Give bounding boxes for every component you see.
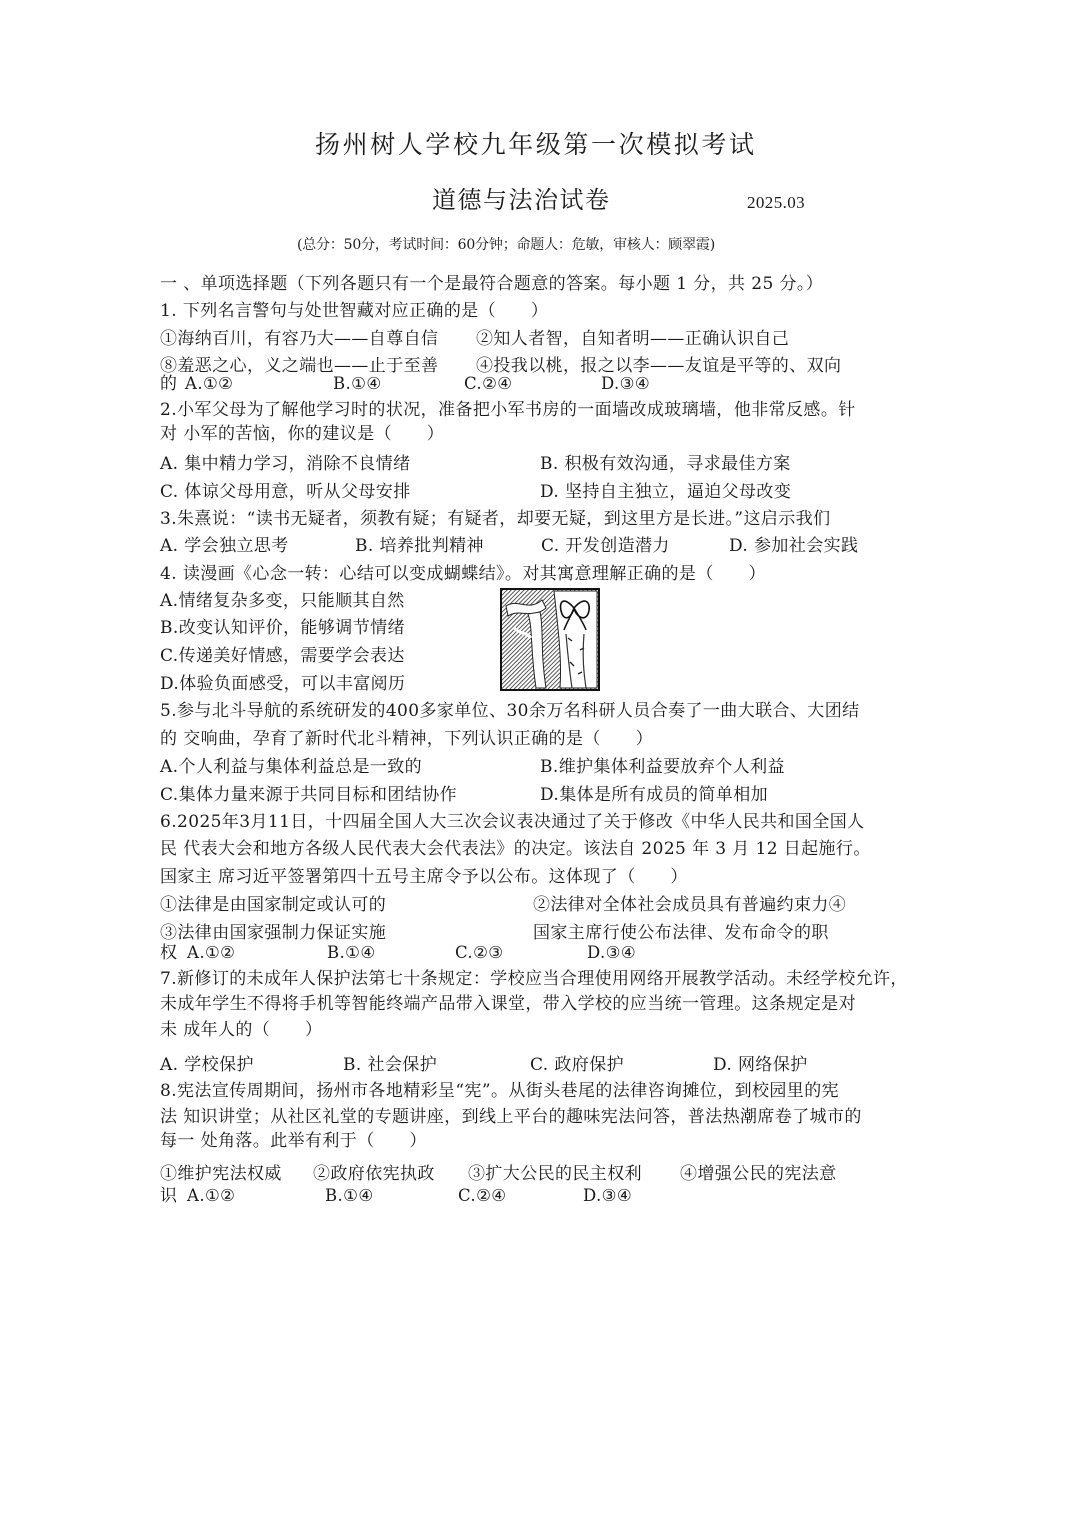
q8-stem-line-3: 每一 处角落。此举有利于（ ） (160, 1131, 427, 1151)
q6-statement-2: ②法律对全体社会成员具有普遍约束力④ (533, 895, 847, 915)
q6-statement-3: ③法律由国家强制力保证实施 (160, 923, 387, 943)
q6-statement-tail: 权 (160, 943, 178, 963)
exam-subtitle: 道德与法治试卷 (432, 186, 611, 214)
q6-option-a: A.①② (187, 943, 236, 962)
q8-option-c: C.②④ (458, 1186, 507, 1205)
q1-statement-tail: 的 (160, 374, 178, 394)
q6-option-d: D.③④ (587, 943, 637, 962)
q3-stem: 3.朱熹说：“读书无疑者，须教有疑；有疑者，却要无疑，到这里方是长进。”这启示我们 (160, 509, 831, 529)
q1-statement-4: ④投我以桃，报之以李——友谊是平等的、双向 (476, 356, 842, 376)
q5-stem-line-1: 5.参与北斗导航的系统研发的400多家单位、30余万名科研人员合奏了一曲大联合、大团结 (160, 701, 860, 721)
q5-stem-line-2: 的 交响曲，孕育了新时代北斗精神，下列认识正确的是（ ） (160, 729, 654, 749)
section-heading: 一 、单项选择题（下列各题只有一个是最符合题意的答案。每小题 1 分，共 25 分。） (160, 274, 824, 294)
q7-stem-line-1: 7.新修订的未成年人保护法第七十条规定：学校应当合理使用网络开展教学活动。未经学校允许， (160, 969, 908, 989)
q7-option-c: C. 政府保护 (530, 1055, 625, 1075)
q8-statement-4: ④增强公民的宪法意 (680, 1164, 837, 1184)
q8-statement-3: ③扩大公民的民主权利 (468, 1164, 642, 1184)
comic-drawing (500, 588, 600, 691)
q5-option-b: B.维护集体利益要放弃个人利益 (540, 757, 785, 777)
q7-stem-line-3: 未 成年人的（ ） (160, 1020, 323, 1040)
q1-option-b: B.①④ (333, 374, 382, 393)
q1-statement-2: ②知人者智，自知者明——正确认识自己 (476, 329, 790, 349)
q7-stem-line-2: 未成年学生不得将手机等智能终端产品带入课堂，带入学校的应当统一管理。这条规定是对 (160, 994, 856, 1014)
comic-image (500, 588, 600, 691)
q1-option-d: D.③④ (601, 374, 651, 393)
q3-option-a: A. 学会独立思考 (160, 536, 289, 556)
q2-option-c: C. 体谅父母用意，听从父母安排 (160, 482, 411, 502)
q6-option-c: C.②③ (455, 943, 504, 962)
q2-option-b: B. 积极有效沟通，寻求最佳方案 (540, 454, 791, 474)
q3-option-d: D. 参加社会实践 (729, 536, 859, 556)
q2-stem-line-1: 2.小军父母为了解他学习时的状况，准备把小军书房的一面墙改成玻璃墙，他非常反感。针 (160, 400, 856, 420)
q4-option-a: A.情绪复杂多变，只能顺其自然 (160, 591, 405, 611)
q1-option-c: C.②④ (464, 374, 513, 393)
q1-statement-1: ①海纳百川，有容乃大——自尊自信 (160, 329, 439, 349)
q8-statement-1: ①维护宪法权威 (160, 1164, 282, 1184)
comic-right-bow (554, 591, 597, 688)
q8-stem-line-1: 8.宪法宣传周期间，扬州市各地精彩呈“宪”。从街头巷尾的法律咨询摊位，到校园里的宪 (160, 1081, 839, 1101)
q6-option-b: B.①④ (327, 943, 376, 962)
q1-stem: 1. 下列名言警句与处世智藏对应正确的是（ ） (160, 301, 549, 321)
q8-stem-line-2: 法 知识讲堂；从社区礼堂的专题讲座，到线上平台的趣味宪法问答，普法热潮席卷了城市的 (160, 1107, 862, 1127)
q7-option-d: D. 网络保护 (713, 1055, 808, 1075)
q8-option-d: D.③④ (583, 1186, 633, 1205)
q8-option-b: B.①④ (325, 1186, 374, 1205)
q6-statement-4: 国家主席行使公布法律、发布命令的职 (533, 923, 829, 943)
q1-statement-3: ⑧羞恶之心，义之端也——止于至善 (160, 356, 439, 376)
q2-option-d: D. 坚持自主独立，逼迫父母改变 (540, 482, 792, 502)
q7-option-b: B. 社会保护 (343, 1055, 438, 1075)
q6-stem-line-1: 6.2025年3月11日，十四届全国人大三次会议表决通过了关于修改《中华人民共和国全国人 (160, 812, 865, 832)
q6-stem-line-3: 国家主 席习近平签署第四十五号主席令予以公布。这体现了（ ） (160, 867, 688, 887)
q4-option-b: B.改变认知评价，能够调节情绪 (160, 618, 405, 638)
q6-stem-line-2: 民 代表大会和地方各级人民代表大会代表法》的决定。该法自 2025 年 3 月 12 日起施行。 (160, 839, 871, 859)
q6-statement-1: ①法律是由国家制定或认可的 (160, 895, 387, 915)
q7-option-a: A. 学校保护 (160, 1055, 254, 1075)
q5-option-d: D.集体是所有成员的简单相加 (540, 785, 769, 805)
q5-option-c: C.集体力量来源于共同目标和团结协作 (160, 785, 458, 805)
exam-date: 2025.03 (747, 193, 806, 212)
q4-option-d: D.体验负面感受，可以丰富阅历 (160, 674, 406, 694)
q1-option-a: A.①② (185, 374, 234, 393)
q3-option-b: B. 培养批判精神 (355, 536, 484, 556)
q3-option-c: C. 开发创造潜力 (541, 536, 670, 556)
q8-statement-2: ②政府依宪执政 (313, 1164, 435, 1184)
q8-option-a: A.①② (187, 1186, 236, 1205)
exam-title: 扬州树人学校九年级第一次模拟考试 (315, 130, 757, 159)
q2-option-a: A. 集中精力学习，消除不良情绪 (160, 454, 411, 474)
q8-statement-tail: 识 (160, 1186, 178, 1206)
q4-option-c: C.传递美好情感，需要学会表达 (160, 646, 405, 666)
q2-stem-line-2: 对 小军的苦恼，你的建议是（ ） (160, 424, 445, 444)
q4-stem: 4. 读漫画《心念一转：心结可以变成蝴蝶结》。对其寓意理解正确的是（ ） (160, 564, 766, 584)
exam-info: (总分：50分，考试时间：60分钟；命题人：危敏，审核人：顾翠霞) (297, 237, 715, 253)
q5-option-a: A.个人利益与集体利益总是一致的 (160, 757, 423, 777)
